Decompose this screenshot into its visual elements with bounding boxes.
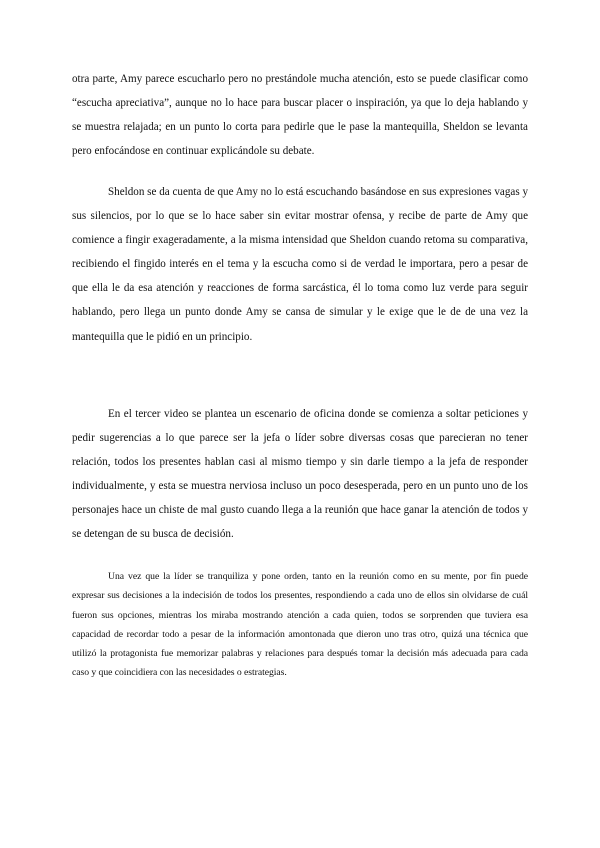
paragraph-3: En el tercer video se plantea un escenario de oficina donde se comienza a soltar peticiones y pedir sugerencias a lo que parece ser la jefa o líder sobre diversas cosas que parecieran no tener relación, todos los presentes hablan casi al mismo tiempo y sin darle tiempo a la jefa de responder individualmente, y esta se muestra nerviosa incluso un poco desesperada, pero en un punto uno de los personajes hace un chiste de mal gusto cuando llega a la reunión que hace ganar la atención de todos y se detengan de su busca de decisión.: [72, 408, 528, 541]
paragraph-4: Una vez que la líder se tranquiliza y pone orden, tanto en la reunión como en su mente, por fin puede expresar sus decisiones a la indecisión de todos los presentes, respondiendo a cada uno de ellos sin olvidarse de cuál fueron sus opciones, mientras los miraba mostrando atención a cada quien, todos se sorprenden que tuviera esa capacidad de recordar todo a pesar de la información amontonada que dieron uno tras otro, quizá una técnica que utilizó la protagonista fue memorizar palabras y relaciones para después tomar la decisión más adecuada para cada caso y que coincidiera con las necesidades o estrategias.: [72, 571, 528, 679]
paragraph-2: Sheldon se da cuenta de que Amy no lo está escuchando basándose en sus expresiones vagas y sus silencios, por lo que se lo hace saber sin evitar mostrar ofensa, y recibe de parte de Amy que comience a fingir exageradamente, a la misma intensidad que Sheldon cuando retoma su comparativa, recibiendo el fingido interés en el tema y la escucha como si de verdad le importara, pero a pesar de que ella le da esa atención y reacciones de forma sarcástica, él lo toma como luz verde para seguir hablando, pero llega un punto donde Amy se cansa de simular y le exige que le de de una vez la mantequilla que le pidió en un principio.: [72, 186, 528, 343]
paragraph-1: otra parte, Amy parece escucharlo pero no prestándole mucha atención, esto se puede clasificar como “escucha apreciativa”, aunque no lo hace para buscar placer o inspiración, ya que lo deja hablando y se muestra relajada; en un punto lo corta para pedirle que le pase la mantequilla, Sheldon se levanta pero enfocándose en continuar explicándole su debate.: [72, 73, 528, 158]
